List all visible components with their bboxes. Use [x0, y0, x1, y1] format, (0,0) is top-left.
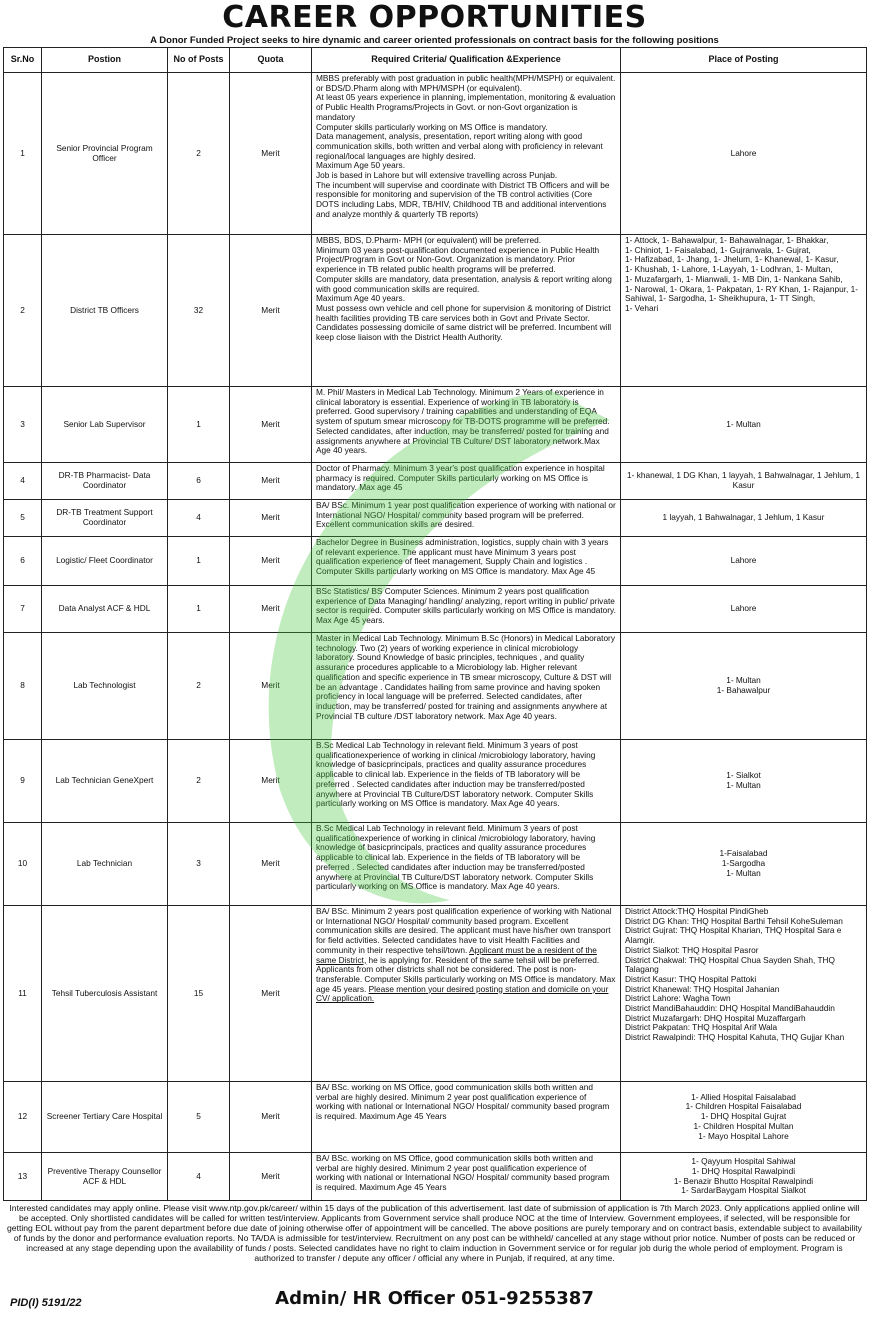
- cell-place: [621, 740, 867, 823]
- criteria-part: BA/ BSc. Minimum 2 years post qualification experience of working with National or International NGO/ Hospital/ community based program. Excellent communication skills are desired. The applicant must have his/her own transport for field activities. Selected candidates have to visit Health Facilities and community in their respective tehsil/town.: [316, 906, 612, 955]
- cell-quota: Merit: [230, 823, 312, 906]
- place-line: District Kasur: THQ Hospital Pattoki: [625, 973, 757, 984]
- criteria-line: MBBS, BDS, D.Pharm- MPH (or equivalent) will be preferred.: [316, 235, 542, 245]
- cell-posts: 5: [168, 1082, 230, 1153]
- criteria-line: Maximum Age 40 years.: [316, 293, 405, 304]
- cell-position: Lab Technician GeneXpert: [42, 740, 168, 823]
- place-line: 1- Vehari: [625, 302, 659, 313]
- cell-srno: 11: [4, 906, 42, 1082]
- place-line: 1- DHQ Hospital Gujrat: [700, 1111, 787, 1122]
- place-line: 1- Khushab, 1- Lahore, 1-Layyah, 1- Lodhran, 1- Multan,: [625, 264, 833, 275]
- cell-criteria: [312, 1153, 621, 1201]
- cell-srno: 1: [4, 73, 42, 235]
- place-line: 1- Multan: [726, 675, 761, 686]
- cell-place: [621, 500, 867, 537]
- pid-number: PID(I) 5191/22: [10, 1297, 82, 1309]
- table-body: [4, 73, 867, 1201]
- table-row: [4, 823, 867, 906]
- cell-criteria: [312, 1082, 621, 1153]
- criteria-part: he is applying for. Resident of the same tehsil will be preferred. Applicants from other districts shall not be considered. The post is non-transferable. Computer Skills particularly working on MS Office is mandatory. Max age 45 years.: [316, 954, 616, 994]
- place-line: 1- Hafizabad, 1- Jhang, 1- Jhelum, 1- Khanewal, 1- Kasur,: [625, 254, 839, 265]
- place-line: 1- Narowal, 1- Okara, 1- Pakpatan, 1- RY Khan, 1- Rajanpur, 1- Sahiwal, 1- Sargodha, 1- Sheikhupura, 1- TT Singh,: [625, 283, 859, 304]
- table-row: [4, 463, 867, 500]
- cell-quota: Merit: [230, 633, 312, 740]
- place-line: District Khanewal: THQ Hospital Jahanian: [625, 983, 780, 994]
- criteria-line: Maximum Age 50 years.: [316, 160, 405, 171]
- cell-place: [621, 823, 867, 906]
- criteria-part: Applicant must be a resident of the same District,: [316, 944, 597, 965]
- cell-quota: Merit: [230, 500, 312, 537]
- cell-srno: 2: [4, 235, 42, 387]
- header-quota: Quota: [230, 48, 312, 73]
- table-row: [4, 235, 867, 387]
- place-line: 1- SardarBaygam Hospital Sialkot: [681, 1185, 806, 1196]
- cell-place: [621, 633, 867, 740]
- place-line: 1-Sargodha: [721, 858, 766, 869]
- place-line: 1- Children Hospital Multan: [693, 1120, 794, 1131]
- criteria-part: Please mention your desired posting station and domicile on your CV/ application.: [316, 983, 609, 1004]
- criteria-line: Job is based in Lahore but will extensive travelling across Punjab.: [316, 170, 558, 181]
- cell-srno: 3: [4, 387, 42, 463]
- cell-place: [621, 537, 867, 586]
- cell-posts: 6: [168, 463, 230, 500]
- header-srno: Sr.No: [4, 48, 42, 73]
- cell-position: DR-TB Treatment Support Coordinator: [42, 500, 168, 537]
- table-row: [4, 73, 867, 235]
- criteria-line: The incumbent will supervise and coordinate with District TB Officers and will be responsible for monitoring and supervision of the TB control activities (Core DOTS including Labs, MDR, TB/HIV, Childhood TB and additional interventions and analyze monthly & quarterly TB reports): [316, 179, 610, 219]
- cell-quota: Merit: [230, 463, 312, 500]
- place-line: District Rawalpindi: THQ Hospital Kahuta, THQ Gujjar Khan: [625, 1032, 845, 1043]
- table-row: [4, 1082, 867, 1153]
- header-position: Postion: [42, 48, 168, 73]
- cell-position: Logistic/ Fleet Coordinator: [42, 537, 168, 586]
- place-line: 1- Chiniot, 1- Faisalabad, 1- Gujranwala, 1- Gujrat,: [625, 244, 811, 255]
- place-line: District DG Khan: THQ Hospital Barthi Tehsil KoheSuleman: [625, 915, 843, 926]
- criteria-line: Doctor of Pharmacy. Minimum 3 year's post qualification experience in hospital pharmacy is required. Computer Skills particularly working on MS Office is mandatory. Max age 45: [316, 463, 605, 493]
- cell-quota: Merit: [230, 586, 312, 633]
- cell-srno: 6: [4, 537, 42, 586]
- cell-place: [621, 463, 867, 500]
- cell-position: District TB Officers: [42, 235, 168, 387]
- place-line: 1- khanewal, 1 DG Khan, 1 layyah, 1 Bahwalnagar, 1 Jehlum, 1 Kasur: [627, 470, 860, 490]
- cell-criteria: [312, 500, 621, 537]
- cell-srno: 12: [4, 1082, 42, 1153]
- cell-criteria: [312, 73, 621, 235]
- cell-criteria: [312, 740, 621, 823]
- place-line: Lahore: [730, 555, 757, 566]
- cell-position: Preventive Therapy Counsellor ACF & HDL: [42, 1153, 168, 1201]
- place-line: District Gujrat: THQ Hospital Kharian, THQ Hospital Sara e Alamgir.: [625, 925, 842, 946]
- criteria-line: Minimum 03 years post-qualification documented experience in Public Health Project/Program in Govt or Non-Govt. Organization is mandatory. Prior experience in TB related public health programs will be preferred.: [316, 244, 600, 275]
- cell-place: [621, 73, 867, 235]
- table-row: [4, 537, 867, 586]
- cell-srno: 10: [4, 823, 42, 906]
- place-line: District Sialkot: THQ Hospital Pasror: [625, 944, 759, 955]
- cell-criteria: [312, 537, 621, 586]
- place-line: 1- Mayo Hospital Lahore: [698, 1130, 789, 1141]
- table-row: [4, 906, 867, 1082]
- header-posts: No of Posts: [168, 48, 230, 73]
- cell-place: [621, 235, 867, 387]
- place-line: Lahore: [730, 603, 757, 614]
- criteria-line: BA/ BSc. working on MS Office, good communication skills both written and verbal are highly desired. Minimum 2 year post qualification experience of working with national or International NGO/ Hospital/ community based program is required. Maximum Age 45 Years: [316, 1082, 610, 1122]
- cell-place: [621, 1153, 867, 1201]
- cell-srno: 4: [4, 463, 42, 500]
- cell-posts: 4: [168, 500, 230, 537]
- cell-position: Lab Technologist: [42, 633, 168, 740]
- cell-srno: 5: [4, 500, 42, 537]
- place-line: 1- Benazir Bhutto Hospital Rawalpindi: [673, 1175, 814, 1186]
- place-line: District Chakwal: THQ Hospital Chua Sayden Shah, THQ Talagang: [625, 954, 835, 975]
- table-row: [4, 740, 867, 823]
- cell-srno: 9: [4, 740, 42, 823]
- cell-quota: Merit: [230, 235, 312, 387]
- place-line: 1-Faisalabad: [719, 848, 768, 859]
- cell-srno: 8: [4, 633, 42, 740]
- place-line: 1- Multan: [726, 418, 761, 429]
- place-line: 1- Bahawalpur: [716, 685, 771, 695]
- cell-posts: 1: [168, 387, 230, 463]
- place-line: District Lahore: Wagha Town: [625, 993, 731, 1004]
- table-row: [4, 586, 867, 633]
- place-line: 1- Children Hospital Faisalabad: [685, 1101, 802, 1112]
- place-line: District Pakpatan: THQ Hospital Arif Wala: [625, 1022, 778, 1033]
- cell-quota: Merit: [230, 387, 312, 463]
- table-header-row: [4, 48, 867, 73]
- cell-place: [621, 1082, 867, 1153]
- place-line: 1- Attock, 1- Bahawalpur, 1- Bahawalnagar, 1- Bhakkar,: [625, 235, 829, 245]
- criteria-line: Computer skills particularly working on MS Office is mandatory.: [316, 121, 548, 132]
- place-line: Lahore: [730, 147, 757, 158]
- cell-position: Data Analyst ACF & HDL: [42, 586, 168, 633]
- cell-position: Lab Technician: [42, 823, 168, 906]
- place-line: 1- Allied Hospital Faisalabad: [691, 1091, 796, 1102]
- application-instructions: Interested candidates may apply online. Please visit www.ntp.gov.pk/career/ within 15 days of the publication of this advertisement. last date of submission of application is 7th March 2023. Only applications applied online will be accepted. Only shortlisted candidates will be called for written test/interview. Applicants from Government service shall produce NOC at the time of Interview. Government employees, if selected, will be responsible for getting EOL without pay from the parent department before due date of joining otherwise offer of appointment will be cancelled. The above positions are purely temporary and on contract basis, extendable subject to availability of funds by the donor and performance evaluation reports. No TA/DA is admissible for test/interview. Recruitment on any post can be withheld/ cancelled at any stage without prior notice. Number of posts can be reduced or increased at any stage depending upon the availability of funds / posts. Selected candidates have no right to claim induction in Government service or for regular job durig the whole period of employment. Program is authorized to transfer / depute any officer / official any where in Punjab, if required, at any time.: [7, 1203, 862, 1263]
- cell-criteria: [312, 906, 621, 1082]
- place-line: 1- Qayyum Hospital Sahiwal: [691, 1156, 796, 1167]
- header-place: Place of Posting: [621, 48, 867, 73]
- criteria-line: Master in Medical Lab Technology. Minimum B.Sc (Honors) in Medical Laboratory technology. Two (2) years of working experience in clinical microbiology laboratory. Sound Knowledge of basic principles, techniques , and quality assurance procedures applicable to a Microbiology lab. Higher relevant qualification and specific experience in TB smear microscopy, Culture & DST will be an advantage . Candidates hailing from same province and having spoken proficiency in local language will be preferred. Selected candidates, after induction, may be transferred/ posted for training and assignments anywhere at Provincial TB culture /DST laboratory network. Max Age 40 years.: [316, 633, 615, 721]
- place-line: District Muzafargarh: DHQ Hospital Muzaffargarh: [625, 1012, 806, 1023]
- admin-contact: Admin/ HR Officer 051-9255387: [275, 1288, 594, 1309]
- cell-position: Tehsil Tuberculosis Assistant: [42, 906, 168, 1082]
- cell-posts: 4: [168, 1153, 230, 1201]
- cell-criteria: [312, 387, 621, 463]
- cell-posts: 32: [168, 235, 230, 387]
- place-line: District MandiBahauddin: DHQ Hospital MandiBahauddin: [625, 1003, 835, 1014]
- place-line: 1- Sialkot: [726, 770, 761, 781]
- criteria-line: BA/ BSc. Minimum 1 year post qualification experience of working with national or International NGO/ Hospital/ community based program will be preferred. Excellent communication skills are desired.: [316, 500, 616, 530]
- page-subtitle: A Donor Funded Project seeks to hire dynamic and career oriented professionals on contract basis for the following positions: [150, 35, 719, 46]
- cell-posts: 2: [168, 73, 230, 235]
- place-line: 1 layyah, 1 Bahwalnagar, 1 Jehlum, 1 Kasur: [662, 512, 825, 523]
- cell-posts: 1: [168, 537, 230, 586]
- criteria-line: B.Sc Medical Lab Technology in relevant field. Minimum 3 years of post qualificationexperience of working in clinical /microbiology laboratory, having knowledge of basicprincipals, practices and quality assurance procedures applicable to clinical lab. Experience in the fields of TB laboratory will be preferred . Selected candidates after induction may be transferred/posted anywhere at Provincial TB Culture/DST laboratory network. Computer Skills particularly working on MS Office is mandatory. Max Age 40 years.: [316, 823, 596, 892]
- cell-criteria: [312, 586, 621, 633]
- place-line: 1- Muzafargarh, 1- Mianwali, 1- MB Din, 1- Nankana Sahib,: [625, 273, 843, 284]
- cell-posts: 15: [168, 906, 230, 1082]
- cell-criteria: [312, 823, 621, 906]
- criteria-line: BSc Statistics/ BS Computer Sciences. Minimum 2 years post qualification experience of Data Managing/ handling/ analyzing, report writing in public/ private sector is required. Computer skills particularly working on MS Office is mandatory. Max Age 45 years.: [316, 586, 616, 626]
- place-line: 1- Multan: [726, 867, 761, 878]
- cell-posts: 2: [168, 633, 230, 740]
- cell-place: [621, 906, 867, 1082]
- place-line: District Attock:THQ Hospital PindiGheb: [625, 906, 769, 916]
- place-line: 1- DHQ Hospital Rawalpindi: [691, 1165, 796, 1176]
- cell-posts: 3: [168, 823, 230, 906]
- cell-quota: Merit: [230, 1082, 312, 1153]
- criteria-line: Computer skills are mandatory, data presentation, analysis & report writing along with good communication skills are required.: [316, 273, 612, 294]
- positions-table: [3, 47, 867, 1201]
- header-criteria: Required Criteria/ Qualification &Experience: [312, 48, 621, 73]
- place-line: 1- Multan: [726, 780, 761, 790]
- cell-criteria: [312, 633, 621, 740]
- page-title: CAREER OPPORTUNITIES: [222, 0, 647, 35]
- cell-criteria: [312, 463, 621, 500]
- criteria-line: Data management, analysis, presentation, report writing along with good communication skills, both written and verbal along with proficiency in relevant regional/local languages are highly desired.: [316, 131, 603, 161]
- criteria-line: Bachelor Degree in Business administration, logistics, supply chain with 3 years of relevant experience. The applicant must have Minimum 3 years post qualification experience of fleet management, Supply Chain and logistics . Computer Skills particularly working on MS Office is mandatory. Max Age 45: [316, 537, 609, 577]
- cell-place: [621, 586, 867, 633]
- criteria-line: MBBS preferably with post graduation in public health(MPH/MSPH) or equivalent. or BDS/D.Pharm along with MPH/MSPH (or equivalent).: [316, 73, 616, 93]
- cell-position: Senior Lab Supervisor: [42, 387, 168, 463]
- cell-position: Screener Tertiary Care Hospital: [42, 1082, 168, 1153]
- criteria-line: BA/ BSc. working on MS Office, good communication skills both written and verbal are highly desired. Minimum 2 year post qualification experience of working with national or International NGO/ Hospital/ community based program is required. Maximum Age 45 Years: [316, 1153, 610, 1193]
- cell-criteria: [312, 235, 621, 387]
- cell-quota: Merit: [230, 73, 312, 235]
- cell-srno: 7: [4, 586, 42, 633]
- cell-srno: 13: [4, 1153, 42, 1201]
- criteria-line: At least 05 years experience in planning, implementation, monitoring & evaluation of Public Health Programs/Projects in Govt. or non-Govt organization is mandatory: [316, 92, 616, 122]
- bottom-bar: [0, 1285, 869, 1315]
- table-row: [4, 387, 867, 463]
- cell-quota: Merit: [230, 740, 312, 823]
- table-row: [4, 633, 867, 740]
- cell-posts: 2: [168, 740, 230, 823]
- criteria-line: M. Phil/ Masters in Medical Lab Technology. Minimum 2 Years of experience in clinical laboratory is essential. Experience of working in TB laboratory is preferred. Good supervisory / training capabilities and understanding of EQA system of sputum smear microscopy for TB-DOTS programme will be preferred. Selected candidates, after induction, may be transferred/ posted for training and assignments anywhere at Provincial TB Culture/ DST laboratory network.Max Age 40 years.: [316, 387, 610, 456]
- cell-position: DR-TB Pharmacist- Data Coordinator: [42, 463, 168, 500]
- table-row: [4, 500, 867, 537]
- cell-position: Senior Provincial Program Officer: [42, 73, 168, 235]
- cell-quota: Merit: [230, 1153, 312, 1201]
- criteria-line: Must possess own vehicle and cell phone for supervision & monitoring of District health facilities providing TB care services both in Govt and Private Sector. Candidates possessing domicile of same district will be preferred. Incumbent will keep close liaison with the District Health Authority.: [316, 302, 612, 343]
- criteria-line: B.Sc Medical Lab Technology in relevant field. Minimum 3 years of post qualificationexperience of working in clinical /microbiology laboratory, having knowledge of basicprincipals, practices and quality assurance procedures applicable to clinical lab. Experience in the fields of TB laboratory will be preferred . Selected candidates after induction may be transferred/posted anywhere at Provincial TB Culture/DST laboratory network. Computer Skills particularly working on MS Office is mandatory. Max Age 40 years.: [316, 740, 596, 809]
- cell-posts: 1: [168, 586, 230, 633]
- table-row: [4, 1153, 867, 1201]
- cell-place: [621, 387, 867, 463]
- cell-quota: Merit: [230, 537, 312, 586]
- cell-quota: Merit: [230, 906, 312, 1082]
